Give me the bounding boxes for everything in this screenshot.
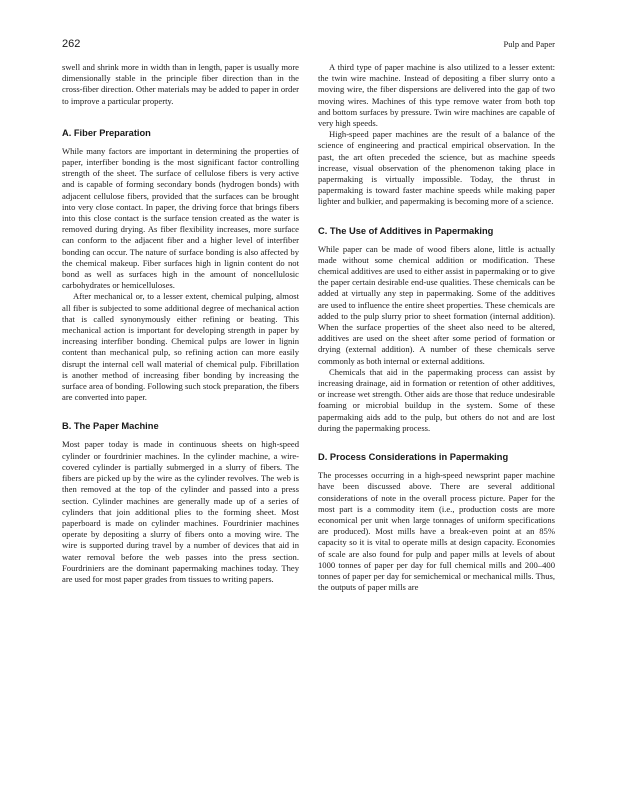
paragraph: High-speed paper machines are the result of a balance of the science of engineering and practical empirical observation. In the past, the art often preceded the science, but as machine speeds increase, visual observation of the phenomenon taking place in papermaking is virtually impossible. Today, the thrust in papermaking is toward faster machine speeds while making paper lighter and bulkier, and papermaking is becoming more of a science. bbox=[318, 129, 555, 207]
intro-paragraph: swell and shrink more in width than in length, paper is usually more dimensionally stable in the principle fiber direction than in the cross-fiber direction. Other materials may be added to paper in order to improve a particular property. bbox=[62, 62, 299, 106]
section-heading-process-considerations: D. Process Considerations in Papermaking bbox=[318, 452, 509, 463]
left-column bbox=[62, 62, 299, 585]
paragraph: A third type of paper machine is also utilized to a lesser extent: the twin wire machine. Instead of depositing a fiber slurry onto a moving wire, the fiber dispersions are delivered into the gap of two moving wires. Machines of this type remove water from both top and bottom surfaces by pressure. Twin wire machines are capable of very high speeds. bbox=[318, 62, 555, 129]
paragraph: After mechanical or, to a lesser extent, chemical pulping, almost all fiber is subjected to some additional degree of mechanical action that is called synonymously either refining or beating. This mechanical action is important for developing strength in paper by increasing interfiber bonding. Chemical pulps are lower in lignin content than mechanical pulp, so refining action can more easily disrupt the internal cell wall material of chemical pulp. Fibrillation is another method of increasing fiber bonding by increasing the surface area of bonding. Following such stock preparation, the fibers are converted into paper. bbox=[62, 291, 299, 403]
right-column bbox=[318, 62, 555, 593]
section-heading-additives: C. The Use of Additives in Papermaking bbox=[318, 225, 494, 236]
paragraph: Chemicals that aid in the papermaking process can assist by increasing drainage, aid in formation or retention of other additives, or increase wet strength. Other aids are those that reduce undesirable foaming or microbial buildup in the system. Some of these papermaking aids add to the pulp, but others do not and are lost during the papermaking process. bbox=[318, 366, 555, 433]
page-number: 262 bbox=[62, 38, 81, 50]
page-header bbox=[62, 38, 555, 54]
section-heading-paper-machine: B. The Paper Machine bbox=[62, 421, 159, 432]
running-head: Pulp and Paper bbox=[503, 39, 555, 49]
paragraph: While paper can be made of wood fibers alone, little is actually made without some chemical addition or modification. These chemical additives are used to either assist in papermaking or to give the paper certain desirable end-use qualities. These chemicals can be added at virtually any step in papermaking. Some of the additives are used to influence the entire sheet properties. These chemicals are added to the pulp slurry prior to sheet formation (internal addition). When the surface properties of the sheet also need to be altered, additives are used on the sheet after some period of formation or drying (external addition). A number of these chemicals serve commonly as both internal or external additions. bbox=[318, 243, 555, 366]
paragraph: While many factors are important in determining the properties of paper, interfiber bonding is the most significant factor controlling strength of the sheet. The surface of cellulose fibers is very active and is capable of forming secondary bonds (hydrogen bonds) with adjacent cellulose fibers, provided that the surfaces can be brought into very close contact. In paper, the driving force that brings fibers into this close contact is the surface tension created as the water is removed during drying. As fiber flexibility increases, more surface can conform to the adjacent fiber and a higher level of interfiber bonding can occur. The nature of surface bonding is also affected by the chemical makeup. Fiber surfaces high in lignin content do not bond as well as surfaces high in the amount of noncellulosic carbohydrates or hemicelluloses. bbox=[62, 145, 299, 291]
paragraph: Most paper today is made in continuous sheets on high-speed cylinder or fourdrinier machines. In the cylinder machine, a wire-covered cylinder is partially submerged in a slurry of fibers. The fibers are picked up by the wire as the cylinder revolves. The web is then removed at the top of the cylinder and passed into a press section. Cylinder machines are generally made up of a series of cylinders that join additional plies to the forming sheet. Most paperboard is made on cylinder machines. Fourdrinier machines operate by depositing a slurry of fibers onto a moving wire. The wire is supported during travel by a number of devices that aid in water removal before the web passes into the press section. Fourdriniers are the dominant papermaking machines today. They are used for most paper grades from tissues to writing papers. bbox=[62, 439, 299, 584]
paragraph: The processes occurring in a high-speed newsprint paper machine have been discussed above. There are several additional considerations of note in the overall process picture. Paper for the most part is a commodity item (i.e., production costs are more economical per unit when large tonnages of uniform specifications are produced). Most mills have a break-even point at an 85% capacity so it is vital to operate mills at design capacity. Economies of scale are also found for pulp and paper mills at levels of about 1000 tonnes of paper per day for full chemical mills and 200–400 tonnes of paper per day for semichemical or mechanical mills. Thus, the outputs of paper mills are bbox=[318, 470, 555, 593]
section-heading-fiber-preparation: A. Fiber Preparation bbox=[62, 127, 151, 138]
